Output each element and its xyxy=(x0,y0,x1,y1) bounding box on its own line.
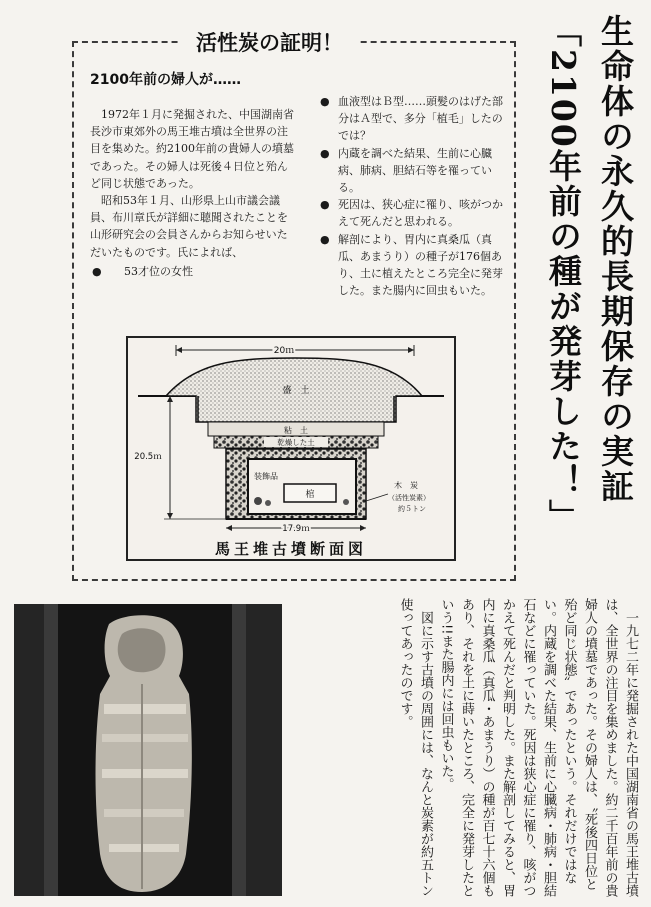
dimension-height-label: 20.5ｍ xyxy=(134,452,162,462)
bullet-mark: ● xyxy=(92,264,102,278)
diagram-title: 馬王堆古墳断面図 xyxy=(214,540,368,558)
layer-dried-label: 乾燥した土 xyxy=(277,438,315,447)
ornament-label: 装飾品 xyxy=(254,472,278,481)
coffin-label: 棺 xyxy=(305,490,315,500)
bullet-item xyxy=(318,196,503,230)
mummy-photograph xyxy=(14,604,282,896)
right-column xyxy=(318,93,503,299)
left-paragraph-2: 昭和53年１月、山形県上山市議会議員、布川章氏が詳細に聴聞されたことを山形研究会の会員さんからお知らせいただいたものです。氏によれば、 xyxy=(90,194,288,259)
box-subtitle: 2100年前の婦人が…… xyxy=(90,72,241,88)
bullet-mark: ● xyxy=(320,198,330,212)
dimension-bottom-label: 17.9ｍ xyxy=(282,524,310,534)
charcoal-amount: 約５トン xyxy=(398,505,426,513)
bullet-item xyxy=(318,93,503,145)
bullet-text-3: 内蔵を調べた結果、生前に心臓病、肺病、胆結石等を罹っている。 xyxy=(338,146,492,195)
tomb-cross-section-diagram xyxy=(126,336,456,561)
body-paragraph-1: 一九七二年に発掘された中国湖南省の馬王堆古墳は、全世界の注目を集めました。約二千百年前の貴婦人の墳墓であった。その婦人は、〝死後四日位と殆ど同じ状態〟であったという。それだけではない。内蔵を調べた結果、生前に心臓病・肺病・胆結石などに罹っていた。死因は狭心症に罹り、咳がつかえて死んだと判明した。また解剖してみると、胃内に真桑瓜（真瓜・あまうり）の種が百七十六個もあり、それを土に蒔いたところ、完全に発芽したという!!また腸内には回虫もいた。 xyxy=(438,598,638,897)
bullet-text-1: 53才位の女性 xyxy=(124,264,193,278)
bullet-item xyxy=(90,263,295,280)
bullet-item xyxy=(318,145,503,197)
charcoal-label: 木 炭 xyxy=(394,481,418,490)
layer-mound-label: 盛 土 xyxy=(282,386,310,396)
vertical-body-text xyxy=(312,598,640,898)
headline-line-1: 生命体の永久的長期保存の実証 xyxy=(596,14,635,504)
headline xyxy=(521,14,643,534)
bullet-mark: ● xyxy=(320,232,330,246)
layer-clay-label: 粘 土 xyxy=(284,426,308,435)
bullet-text-4: 死因は、狭心症に罹り、咳がつかえて死んだと思われる。 xyxy=(338,198,503,229)
bullet-mark: ● xyxy=(320,95,330,108)
box-title: 活性炭の証明！ xyxy=(180,26,359,60)
dimension-top-label: 20ｍ xyxy=(273,346,295,356)
bullet-text-2: 血液型はＢ型……頭髪のはげた部分はＡ型で、多分「植毛」したのでは？ xyxy=(338,95,503,143)
bullet-item xyxy=(318,231,503,300)
bullet-mark: ● xyxy=(320,146,330,160)
left-column xyxy=(90,106,295,280)
body-paragraph-2: 図に示す古墳の周囲には、なんと炭素が約五トン使ってあったのです。 xyxy=(397,598,433,897)
headline-line-2: 「2100年前の種が発芽した！」 xyxy=(544,14,583,534)
charcoal-note: （活性炭素） xyxy=(388,494,430,502)
left-paragraph-1: 1972年１月に発掘された、中国湖南省長沙市東郊外の馬王堆古墳は全世界の注目を集めた。約2100年前の貴婦人の墳墓であった。その婦人は死後４日位と殆んど同じ状態であった。 xyxy=(90,108,294,190)
bullet-text-5: 解剖により、胃内に真桑瓜（真瓜、あまうり）の種子が176個あり、土に植えたところ完全に発芽した。また腸内に回虫もいた。 xyxy=(338,232,503,298)
